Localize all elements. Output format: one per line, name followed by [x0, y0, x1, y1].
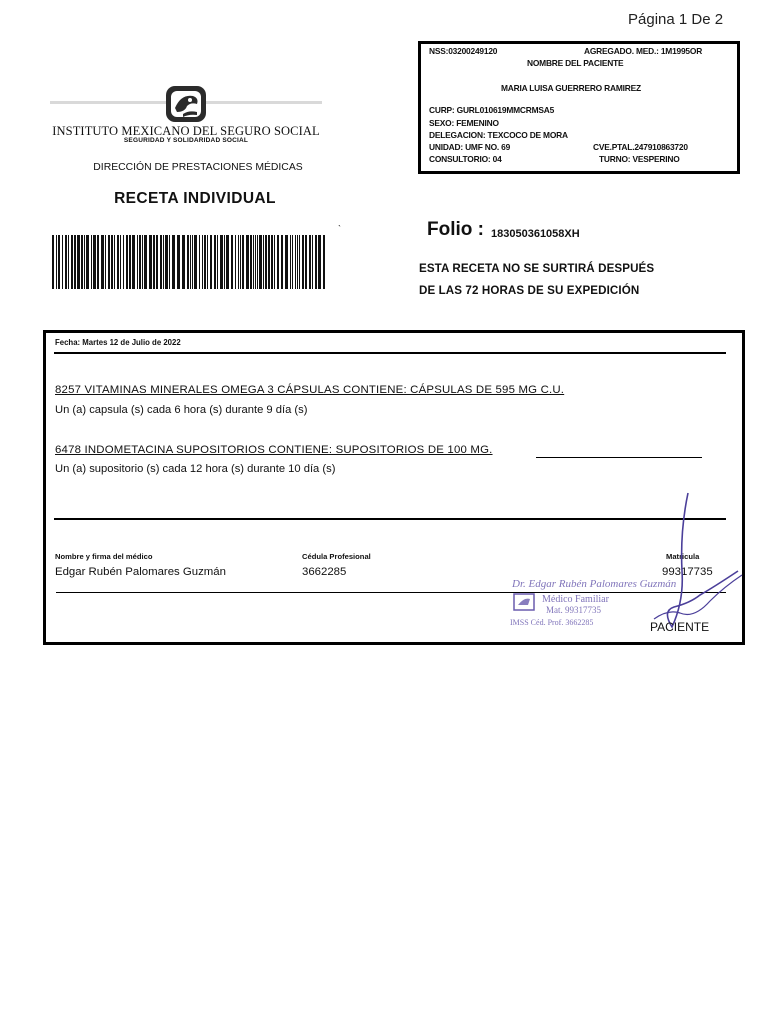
institution-name: INSTITUTO MEXICANO DEL SEGURO SOCIAL	[52, 124, 320, 138]
curp: CURP: GURL010619MMCRMSA5	[429, 105, 555, 115]
prescription-date: Fecha: Martes 12 de Julio de 2022	[55, 338, 181, 347]
cedula-label: Cédula Profesional	[302, 552, 371, 561]
patient-name-title: NOMBRE DEL PACIENTE	[527, 58, 624, 68]
page-number: Página 1 De 2	[628, 11, 724, 28]
cedula-value: 3662285	[302, 566, 347, 578]
consultorio: CONSULTORIO: 04	[429, 154, 502, 164]
underline-fill	[536, 457, 702, 458]
agregado-medico: AGREGADO. MED.: 1M1995OR	[584, 46, 703, 56]
expiry-notice-line-1: ESTA RECETA NO SE SURTIRÁ DESPUÉS	[419, 262, 655, 275]
patient-name: MARIA LUISA GUERRERO RAMIREZ	[501, 83, 641, 93]
doctor-label: Nombre y firma del médico	[55, 552, 153, 561]
nss: NSS:03200249120	[429, 46, 498, 56]
direction-title: DIRECCIÓN DE PRESTACIONES MÉDICAS	[93, 162, 303, 173]
turno: TURNO: VESPERINO	[599, 154, 680, 164]
institution-motto: SEGURIDAD Y SOLIDARIDAD SOCIAL	[123, 137, 249, 144]
prescription-box	[43, 330, 745, 645]
medication-dosage: Un (a) capsula (s) cada 6 hora (s) durante 9 día (s)	[55, 404, 308, 416]
imss-eagle-logo-icon	[163, 84, 209, 124]
sexo: SEXO: FEMENINO	[429, 118, 499, 128]
cve-ptal: CVE.PTAL.247910863720	[593, 142, 688, 152]
barcode-icon	[52, 235, 326, 289]
folio-value: 183050361058XH	[491, 228, 580, 240]
doctor-name: Edgar Rubén Palomares Guzmán	[55, 566, 226, 578]
matricula-label: Matricula	[666, 552, 700, 561]
folio-label: Folio :	[427, 219, 484, 240]
expiry-notice-line-2: DE LAS 72 HORAS DE SU EXPEDICIÓN	[419, 284, 640, 297]
stamp-doctor-name: Dr. Edgar Rubén Palomares Guzmán	[512, 578, 677, 590]
stamp-title: Médico Familiar	[542, 594, 609, 605]
date-divider	[54, 352, 726, 354]
patient-copy-label: PACIENTE	[650, 620, 710, 634]
patient-info-box	[418, 41, 740, 174]
medication-name: 6478 INDOMETACINA SUPOSITORIOS CONTIENE: SUPOSITORIOS DE 100 MG.	[55, 444, 493, 456]
stamp-matricula: Mat. 99317735	[546, 605, 601, 615]
medication-dosage: Un (a) supositorio (s) cada 12 hora (s) durante 10 día (s)	[55, 463, 336, 475]
medication-name: 8257 VITAMINAS MINERALES OMEGA 3 CÁPSULAS CONTIENE: CÁPSULAS DE 595 MG C.U.	[55, 384, 565, 396]
stray-mark: `	[338, 224, 341, 234]
stamp-cedula: IMSS Céd. Prof. 3662285	[510, 618, 594, 627]
document-title: RECETA INDIVIDUAL	[114, 190, 276, 207]
delegacion: DELEGACION: TEXCOCO DE MORA	[429, 130, 568, 140]
unidad: UNIDAD: UMF NO. 69	[429, 142, 511, 152]
signature-stroke	[667, 493, 738, 627]
doctor-stamp-signature	[504, 491, 744, 633]
matricula-value: 99317735	[662, 566, 713, 578]
